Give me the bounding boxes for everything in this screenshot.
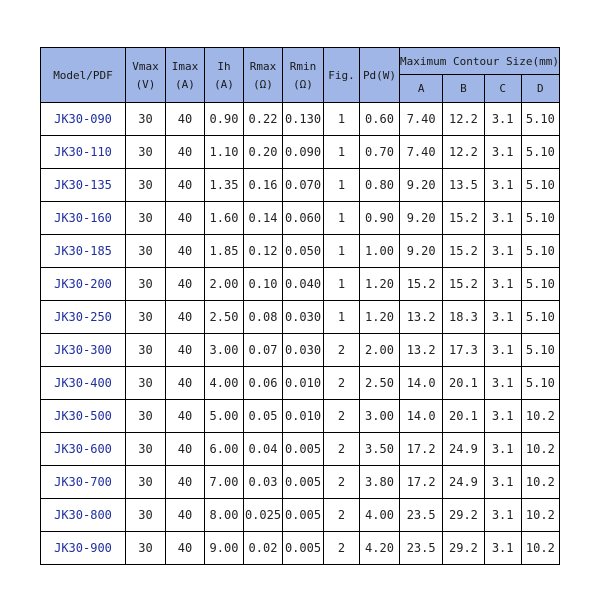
vmax-cell: 30 xyxy=(126,499,166,532)
model-link[interactable]: JK30-800 xyxy=(41,499,126,532)
header-ih-label: Ih xyxy=(217,59,231,73)
pd-cell: 4.20 xyxy=(360,532,400,565)
model-link[interactable]: JK30-200 xyxy=(41,268,126,301)
fig-cell: 1 xyxy=(324,169,360,202)
size-c-cell: 3.1 xyxy=(484,136,521,169)
model-link[interactable]: JK30-500 xyxy=(41,400,126,433)
size-c-cell: 3.1 xyxy=(484,466,521,499)
size-a-cell: 15.2 xyxy=(400,268,443,301)
size-d-cell: 10.2 xyxy=(521,400,559,433)
size-a-cell: 14.0 xyxy=(400,400,443,433)
size-d-cell: 5.10 xyxy=(521,301,559,334)
header-pd: Pd(W) xyxy=(360,48,400,103)
table-row xyxy=(41,103,560,136)
fig-cell: 1 xyxy=(324,235,360,268)
header-rmin-unit: (Ω) xyxy=(293,77,313,91)
table-row xyxy=(41,169,560,202)
size-a-cell: 23.5 xyxy=(400,532,443,565)
model-link[interactable]: JK30-250 xyxy=(41,301,126,334)
table-row xyxy=(41,400,560,433)
size-c-cell: 3.1 xyxy=(484,433,521,466)
rmin-cell: 0.030 xyxy=(283,301,324,334)
size-b-cell: 12.2 xyxy=(443,103,484,136)
size-d-cell: 5.10 xyxy=(521,202,559,235)
imax-cell: 40 xyxy=(166,169,205,202)
size-d-cell: 5.10 xyxy=(521,103,559,136)
fig-cell: 1 xyxy=(324,103,360,136)
header-vmax xyxy=(126,48,166,103)
rmax-cell: 0.06 xyxy=(244,367,283,400)
imax-cell: 40 xyxy=(166,334,205,367)
rmin-cell: 0.130 xyxy=(283,103,324,136)
rmin-cell: 0.060 xyxy=(283,202,324,235)
size-d-cell: 10.2 xyxy=(521,532,559,565)
size-b-cell: 17.3 xyxy=(443,334,484,367)
imax-cell: 40 xyxy=(166,466,205,499)
size-c-cell: 3.1 xyxy=(484,169,521,202)
model-link[interactable]: JK30-900 xyxy=(41,532,126,565)
rmax-cell: 0.03 xyxy=(244,466,283,499)
model-link[interactable]: JK30-090 xyxy=(41,103,126,136)
pd-cell: 2.00 xyxy=(360,334,400,367)
size-c-cell: 3.1 xyxy=(484,301,521,334)
header-vmax-unit: (V) xyxy=(135,77,156,91)
fig-cell: 1 xyxy=(324,136,360,169)
pd-cell: 1.20 xyxy=(360,268,400,301)
vmax-cell: 30 xyxy=(126,400,166,433)
imax-cell: 40 xyxy=(166,367,205,400)
size-a-cell: 7.40 xyxy=(400,103,443,136)
vmax-cell: 30 xyxy=(126,532,166,565)
size-b-cell: 20.1 xyxy=(443,400,484,433)
ih-cell: 7.00 xyxy=(205,466,244,499)
header-model: Model/PDF xyxy=(41,48,126,103)
rmax-cell: 0.02 xyxy=(244,532,283,565)
rmin-cell: 0.005 xyxy=(283,499,324,532)
vmax-cell: 30 xyxy=(126,301,166,334)
size-b-cell: 29.2 xyxy=(443,532,484,565)
rmin-cell: 0.070 xyxy=(283,169,324,202)
size-c-cell: 3.1 xyxy=(484,532,521,565)
spec-table xyxy=(40,47,560,565)
table-row xyxy=(41,466,560,499)
rmax-cell: 0.14 xyxy=(244,202,283,235)
size-b-cell: 15.2 xyxy=(443,202,484,235)
spec-table-container xyxy=(40,47,560,565)
fig-cell: 1 xyxy=(324,202,360,235)
size-c-cell: 3.1 xyxy=(484,334,521,367)
header-ih xyxy=(205,48,244,103)
size-c-cell: 3.1 xyxy=(484,268,521,301)
size-a-cell: 17.2 xyxy=(400,433,443,466)
rmax-cell: 0.20 xyxy=(244,136,283,169)
size-a-cell: 7.40 xyxy=(400,136,443,169)
rmax-cell: 0.04 xyxy=(244,433,283,466)
model-link[interactable]: JK30-110 xyxy=(41,136,126,169)
rmax-cell: 0.12 xyxy=(244,235,283,268)
vmax-cell: 30 xyxy=(126,334,166,367)
size-b-cell: 24.9 xyxy=(443,466,484,499)
ih-cell: 4.00 xyxy=(205,367,244,400)
rmin-cell: 0.005 xyxy=(283,532,324,565)
vmax-cell: 30 xyxy=(126,433,166,466)
ih-cell: 6.00 xyxy=(205,433,244,466)
size-b-cell: 13.5 xyxy=(443,169,484,202)
header-rmin-label: Rmin xyxy=(289,59,317,73)
header-ih-unit: (A) xyxy=(214,77,234,91)
size-a-cell: 13.2 xyxy=(400,334,443,367)
imax-cell: 40 xyxy=(166,301,205,334)
vmax-cell: 30 xyxy=(126,169,166,202)
ih-cell: 5.00 xyxy=(205,400,244,433)
model-link[interactable]: JK30-600 xyxy=(41,433,126,466)
size-b-cell: 15.2 xyxy=(443,235,484,268)
header-vmax-label: Vmax xyxy=(132,59,159,73)
fig-cell: 1 xyxy=(324,268,360,301)
model-link[interactable]: JK30-400 xyxy=(41,367,126,400)
fig-cell: 2 xyxy=(324,367,360,400)
ih-cell: 2.50 xyxy=(205,301,244,334)
rmax-cell: 0.08 xyxy=(244,301,283,334)
size-d-cell: 5.10 xyxy=(521,367,559,400)
header-contour-size: Maximum Contour Size(mm) xyxy=(400,48,560,75)
size-c-cell: 3.1 xyxy=(484,499,521,532)
imax-cell: 40 xyxy=(166,433,205,466)
ih-cell: 2.00 xyxy=(205,268,244,301)
size-b-cell: 18.3 xyxy=(443,301,484,334)
header-imax xyxy=(166,48,205,103)
pd-cell: 0.80 xyxy=(360,169,400,202)
pd-cell: 4.00 xyxy=(360,499,400,532)
fig-cell: 2 xyxy=(324,466,360,499)
imax-cell: 40 xyxy=(166,532,205,565)
ih-cell: 9.00 xyxy=(205,532,244,565)
vmax-cell: 30 xyxy=(126,103,166,136)
pd-cell: 0.70 xyxy=(360,136,400,169)
table-row xyxy=(41,367,560,400)
rmin-cell: 0.010 xyxy=(283,400,324,433)
model-link[interactable]: JK30-700 xyxy=(41,466,126,499)
rmin-cell: 0.090 xyxy=(283,136,324,169)
table-row xyxy=(41,202,560,235)
imax-cell: 40 xyxy=(166,499,205,532)
ih-cell: 1.60 xyxy=(205,202,244,235)
size-b-cell: 20.1 xyxy=(443,367,484,400)
header-rmax xyxy=(244,48,283,103)
size-a-cell: 17.2 xyxy=(400,466,443,499)
header-row-1 xyxy=(41,48,560,75)
fig-cell: 2 xyxy=(324,433,360,466)
pd-cell: 1.00 xyxy=(360,235,400,268)
model-link[interactable]: JK30-185 xyxy=(41,235,126,268)
rmax-cell: 0.05 xyxy=(244,400,283,433)
table-header xyxy=(41,48,560,103)
imax-cell: 40 xyxy=(166,103,205,136)
size-a-cell: 13.2 xyxy=(400,301,443,334)
size-d-cell: 5.10 xyxy=(521,334,559,367)
size-b-cell: 12.2 xyxy=(443,136,484,169)
imax-cell: 40 xyxy=(166,235,205,268)
header-imax-label: Imax xyxy=(171,59,199,73)
rmin-cell: 0.050 xyxy=(283,235,324,268)
size-d-cell: 5.10 xyxy=(521,235,559,268)
header-imax-unit: (A) xyxy=(175,77,195,91)
ih-cell: 1.85 xyxy=(205,235,244,268)
vmax-cell: 30 xyxy=(126,136,166,169)
pd-cell: 3.80 xyxy=(360,466,400,499)
rmin-cell: 0.040 xyxy=(283,268,324,301)
ih-cell: 8.00 xyxy=(205,499,244,532)
table-row xyxy=(41,532,560,565)
header-b: B xyxy=(443,75,484,103)
ih-cell: 3.00 xyxy=(205,334,244,367)
fig-cell: 2 xyxy=(324,334,360,367)
header-a: A xyxy=(400,75,443,103)
model-link[interactable]: JK30-160 xyxy=(41,202,126,235)
model-link[interactable]: JK30-135 xyxy=(41,169,126,202)
header-rmax-unit: (Ω) xyxy=(253,77,273,91)
size-d-cell: 5.10 xyxy=(521,268,559,301)
rmax-cell: 0.07 xyxy=(244,334,283,367)
table-row xyxy=(41,334,560,367)
size-d-cell: 10.2 xyxy=(521,433,559,466)
vmax-cell: 30 xyxy=(126,367,166,400)
pd-cell: 3.50 xyxy=(360,433,400,466)
size-b-cell: 29.2 xyxy=(443,499,484,532)
rmax-cell: 0.025 xyxy=(244,499,283,532)
header-rmax-label: Rmax xyxy=(249,59,277,73)
ih-cell: 0.90 xyxy=(205,103,244,136)
ih-cell: 1.35 xyxy=(205,169,244,202)
size-b-cell: 15.2 xyxy=(443,268,484,301)
imax-cell: 40 xyxy=(166,268,205,301)
size-b-cell: 24.9 xyxy=(443,433,484,466)
table-row xyxy=(41,235,560,268)
pd-cell: 2.50 xyxy=(360,367,400,400)
table-row xyxy=(41,136,560,169)
table-body xyxy=(41,103,560,565)
size-a-cell: 23.5 xyxy=(400,499,443,532)
size-a-cell: 14.0 xyxy=(400,367,443,400)
rmin-cell: 0.005 xyxy=(283,433,324,466)
vmax-cell: 30 xyxy=(126,268,166,301)
size-c-cell: 3.1 xyxy=(484,367,521,400)
size-c-cell: 3.1 xyxy=(484,202,521,235)
size-d-cell: 5.10 xyxy=(521,169,559,202)
fig-cell: 1 xyxy=(324,301,360,334)
size-d-cell: 5.10 xyxy=(521,136,559,169)
model-link[interactable]: JK30-300 xyxy=(41,334,126,367)
fig-cell: 2 xyxy=(324,400,360,433)
fig-cell: 2 xyxy=(324,499,360,532)
table-row xyxy=(41,301,560,334)
rmax-cell: 0.16 xyxy=(244,169,283,202)
rmax-cell: 0.10 xyxy=(244,268,283,301)
vmax-cell: 30 xyxy=(126,466,166,499)
table-row xyxy=(41,268,560,301)
imax-cell: 40 xyxy=(166,400,205,433)
vmax-cell: 30 xyxy=(126,202,166,235)
imax-cell: 40 xyxy=(166,202,205,235)
size-c-cell: 3.1 xyxy=(484,103,521,136)
size-a-cell: 9.20 xyxy=(400,169,443,202)
size-d-cell: 10.2 xyxy=(521,466,559,499)
fig-cell: 2 xyxy=(324,532,360,565)
size-a-cell: 9.20 xyxy=(400,235,443,268)
vmax-cell: 30 xyxy=(126,235,166,268)
header-c: C xyxy=(484,75,521,103)
table-row xyxy=(41,499,560,532)
pd-cell: 1.20 xyxy=(360,301,400,334)
pd-cell: 3.00 xyxy=(360,400,400,433)
header-rmin xyxy=(283,48,324,103)
pd-cell: 0.90 xyxy=(360,202,400,235)
rmin-cell: 0.030 xyxy=(283,334,324,367)
size-d-cell: 10.2 xyxy=(521,499,559,532)
size-a-cell: 9.20 xyxy=(400,202,443,235)
ih-cell: 1.10 xyxy=(205,136,244,169)
pd-cell: 0.60 xyxy=(360,103,400,136)
header-d: D xyxy=(521,75,559,103)
table-row xyxy=(41,433,560,466)
rmin-cell: 0.005 xyxy=(283,466,324,499)
header-fig: Fig. xyxy=(324,48,360,103)
rmax-cell: 0.22 xyxy=(244,103,283,136)
size-c-cell: 3.1 xyxy=(484,235,521,268)
size-c-cell: 3.1 xyxy=(484,400,521,433)
rmin-cell: 0.010 xyxy=(283,367,324,400)
imax-cell: 40 xyxy=(166,136,205,169)
